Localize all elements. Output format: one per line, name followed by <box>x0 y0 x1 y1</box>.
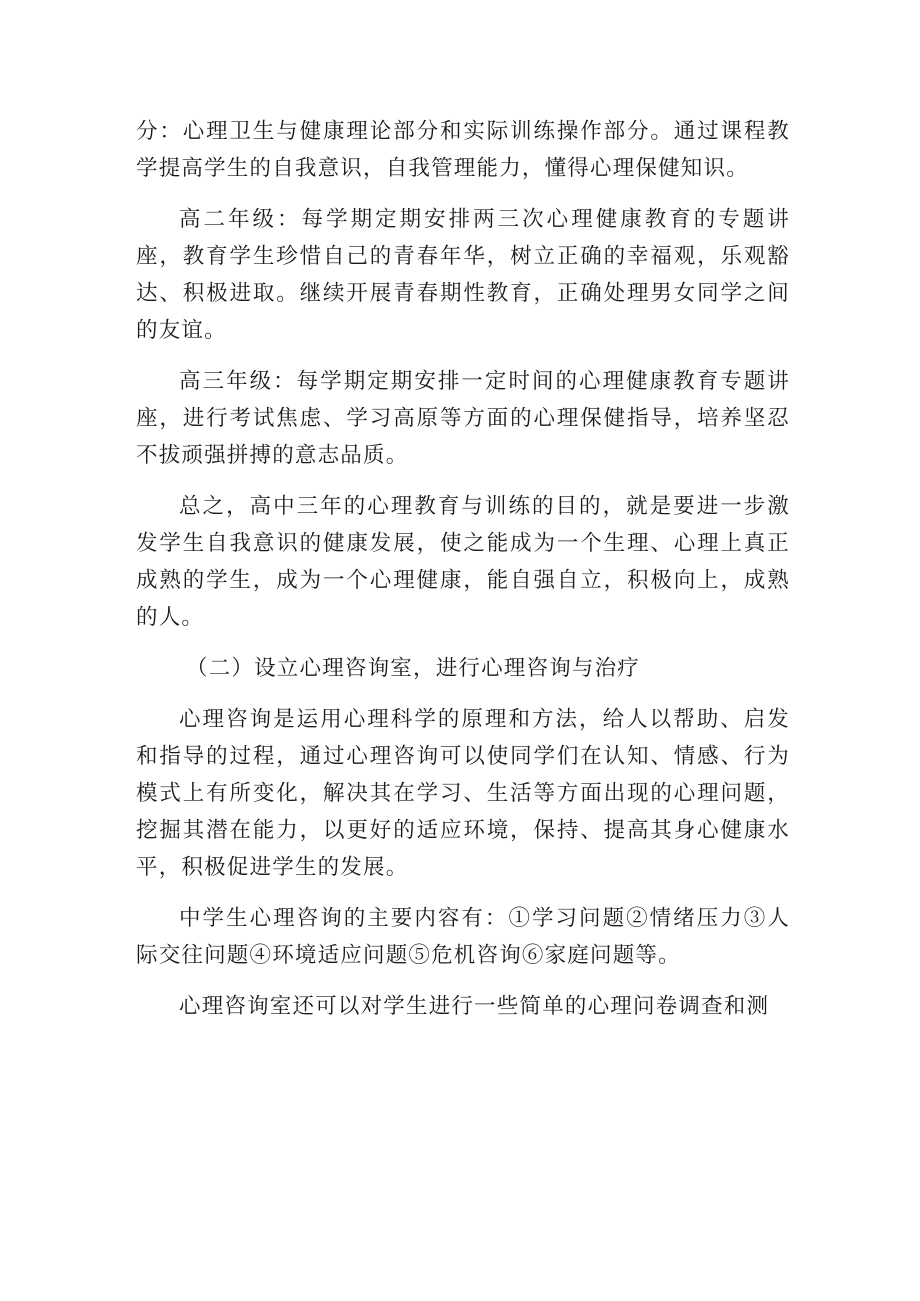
document-body <box>136 113 790 1039</box>
paragraph-counseling-survey: 心理咨询室还可以对学生进行一些简单的心理问卷调查和测 <box>179 994 770 1019</box>
section-heading-counseling-room: （二）设立心理咨询室，进行心理咨询与治疗 <box>186 656 641 681</box>
paragraph-counseling-definition: 心理咨询是运用心理科学的原理和方法，给人以帮助、启发和指导的过程，通过心理咨询可以使同学们在认知、情感、行为模式上有所变化，解决其在学习、生活等方面出现的心理问题，挖掘其潜在能力，以更好的适应环境，保持、提高其身心健康水平，积极促进学生的发展。 <box>136 707 790 880</box>
paragraph-grade-three: 高三年级：每学期定期安排一定时间的心理健康教育专题讲座，进行考试焦虑、学习高原等方面的心理保健指导，培养坚忍不拔顽强拼搏的意志品质。 <box>136 369 790 468</box>
paragraph-counseling-topics: 中学生心理咨询的主要内容有：①学习问题②情绪压力③人际交往问题④环境适应问题⑤危机咨询⑥家庭问题等。 <box>136 906 790 968</box>
paragraph-grade-two: 高二年级：每学期定期安排两三次心理健康教育的专题讲座，教育学生珍惜自己的青春年华，树立正确的幸福观，乐观豁达、积极进取。继续开展青春期性教育，正确处理男女同学之间的友谊。 <box>136 207 790 343</box>
paragraph-course-content: 分：心理卫生与健康理论部分和实际训练操作部分。通过课程教学提高学生的自我意识，自我管理能力，懂得心理保健知识。 <box>136 119 790 181</box>
paragraph-summary: 总之，高中三年的心理教育与训练的目的，就是要进一步激发学生自我意识的健康发展，使之能成为一个生理、心理上真正成熟的学生，成为一个心理健康，能自强自立，积极向上，成熟的人。 <box>136 494 790 630</box>
